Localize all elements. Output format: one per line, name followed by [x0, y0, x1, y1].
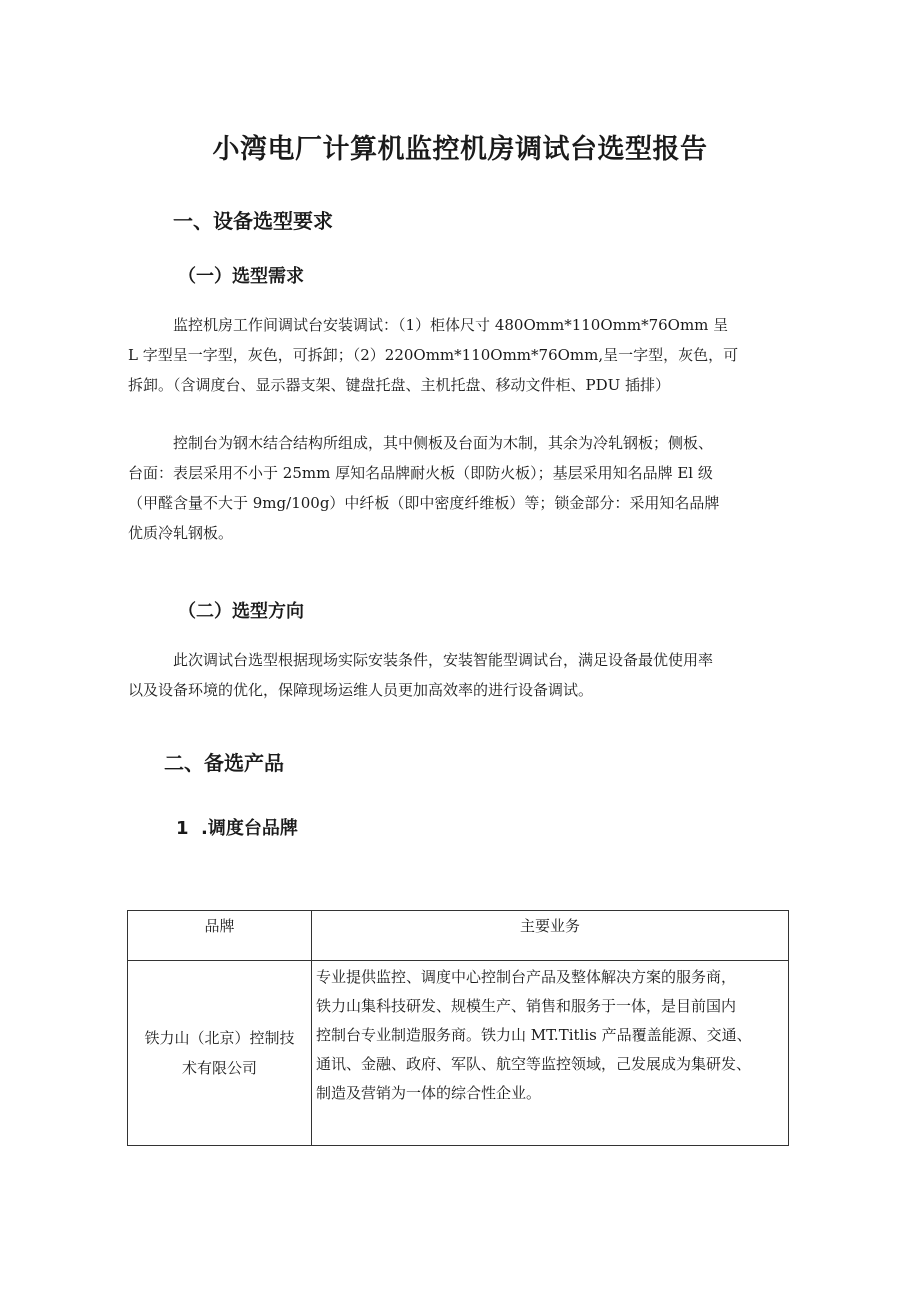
para3-line: 以及设备环境的优化，保障现场运维人员更加高效率的进行设备调试。 — [128, 681, 594, 699]
para2-line: 控制台为钢木结合结构所组成，其中侧板及台面为木制，其余为冷轧钢板；侧板、 — [173, 434, 714, 452]
brand-line: 铁力山（北京）控制技 — [144, 1029, 295, 1047]
column-header-business: 主要业务 — [312, 911, 789, 961]
table-header-row — [128, 911, 789, 961]
business-line: 铁力山集科技研发、规模生产、销售和服务于一体，是目前国内 — [316, 997, 737, 1015]
brand-table — [127, 910, 789, 1146]
business-cell — [312, 961, 789, 1146]
para1-line: L 字型呈一字型，灰色，可拆卸；（2）220Omm*110Omm*76Omm,呈一字型，灰色，可 — [128, 346, 739, 364]
subsection-heading-brands: 1 .调度台品牌 — [176, 818, 298, 839]
page-title: 小湾电厂计算机监控机房调试台选型报告 — [212, 134, 708, 165]
paragraph-direction — [128, 645, 793, 705]
business-line: 控制台专业制造服务商。铁力山 MT.Titlis 产品覆盖能源、交通、 — [316, 1026, 752, 1044]
subsection-heading-direction: （二）选型方向 — [178, 601, 304, 622]
brand-cell — [128, 961, 312, 1146]
section-heading-candidates: 二、备选产品 — [164, 751, 284, 775]
paragraph-structure — [128, 428, 793, 548]
para1-line: 监控机房工作间调试台安装调试：（1）柜体尺寸 480Omm*110Omm*76Omm 呈 — [173, 316, 729, 334]
para1-line: 拆卸。（含调度台、显示器支架、键盘托盘、主机托盘、移动文件柜、PDU 插排） — [128, 376, 671, 394]
para2-line: （甲醛含量不大于 9mg/100g）中纤板（即中密度纤维板）等；锁金部分：采用知名品牌 — [128, 494, 720, 512]
para3-line: 此次调试台选型根据现场实际安装条件，安装智能型调试台，满足设备最优使用率 — [173, 651, 714, 669]
section-heading-requirements: 一、设备选型要求 — [173, 209, 333, 233]
subsection-heading-needs: （一）选型需求 — [178, 266, 304, 287]
column-header-brand: 品牌 — [128, 911, 312, 961]
business-line: 制造及营销为一体的综合性企业。 — [316, 1084, 542, 1102]
para2-line: 台面：表层采用不小于 25mm 厚知名品牌耐火板（即防火板）；基层采用知名品牌 El 级 — [128, 464, 713, 482]
para2-line: 优质冷轧钢板。 — [128, 524, 234, 542]
table-row — [128, 961, 789, 1146]
paragraph-requirements — [128, 310, 793, 400]
business-line: 通讯、金融、政府、军队、航空等监控领域，己发展成为集研发、 — [316, 1055, 752, 1073]
business-line: 专业提供监控、调度中心控制台产品及整体解决方案的服务商， — [316, 968, 737, 986]
brand-line: 术有限公司 — [181, 1059, 257, 1077]
